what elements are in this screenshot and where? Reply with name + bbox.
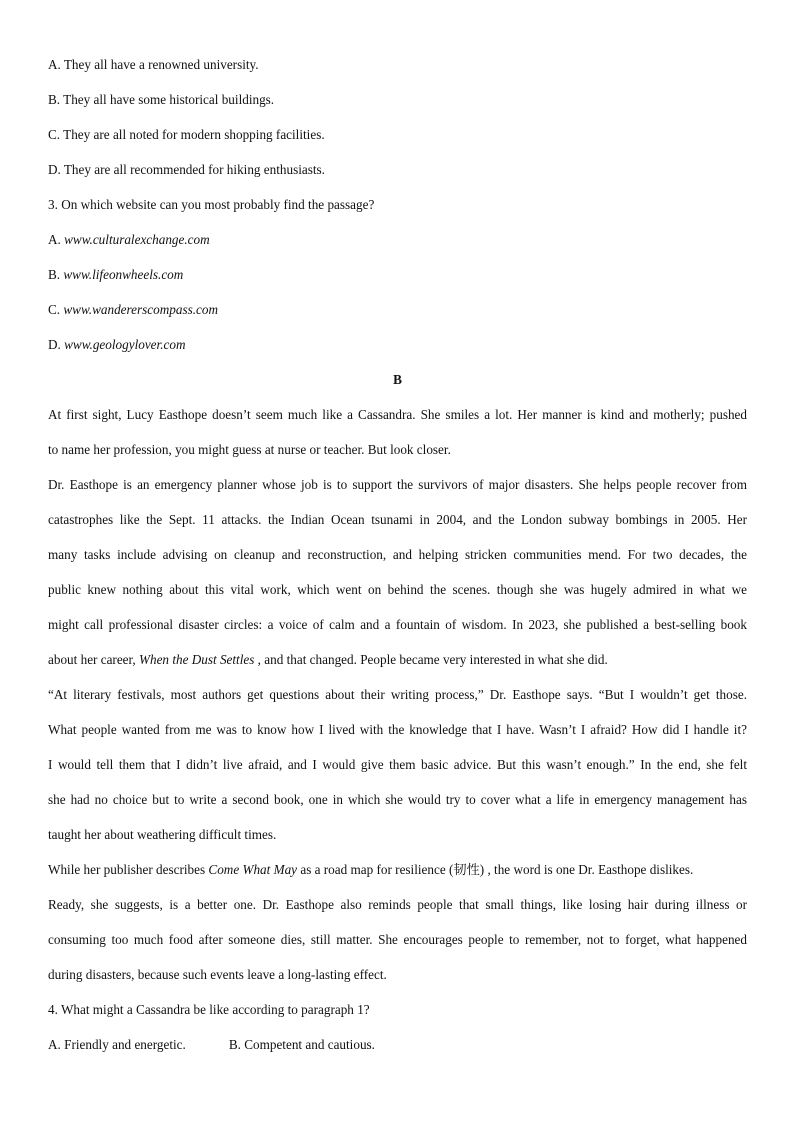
- q3-option-b-url: www.lifeonwheels.com: [63, 267, 184, 282]
- q2-option-d: D. They are all recommended for hiking enthusiasts.: [48, 162, 325, 177]
- passage-line: What people wanted from me was to know how I lived with the knowledge that I have. Wasn’t I afraid? How did I handle it?: [48, 722, 747, 737]
- q3-option-d-url: www.geologylover.com: [64, 337, 186, 352]
- q3-option-a-letter: A.: [48, 232, 65, 247]
- q4-option-a: A. Friendly and energetic.: [48, 1037, 186, 1052]
- passage-line: taught her about weathering difficult times.: [48, 827, 277, 842]
- passage-line: she had no choice but to write a second book, one in which she would try to cover what a life in emergency management has: [48, 792, 747, 807]
- q3-option-d: [48, 327, 747, 362]
- q3-option-c-letter: C.: [48, 302, 64, 317]
- book-title: Come What May: [208, 862, 298, 877]
- q3-option-a: [48, 222, 747, 257]
- top-margin: [48, 0, 747, 47]
- passage-line: [48, 852, 747, 887]
- q3-option-b: [48, 257, 747, 292]
- q4-option-b: B. Competent and cautious.: [228, 1037, 375, 1052]
- passage-text: While her publisher describes: [48, 862, 209, 877]
- section-heading: B: [393, 372, 402, 387]
- passage-line: during disasters, because such events leave a long-lasting effect.: [48, 967, 387, 982]
- passage-line: Dr. Easthope is an emergency planner whose job is to support the survivors of major disasters. She helps people recover from: [48, 477, 747, 492]
- document-page: [48, 0, 747, 1062]
- passage-line: “At literary festivals, most authors get questions about their writing process,” Dr. Easthope says. “But I wouldn’t get those.: [48, 687, 747, 702]
- passage-text: about her career,: [48, 652, 139, 667]
- q3-option-c-url: www.wandererscompass.com: [63, 302, 218, 317]
- passage-line: to name her profession, you might guess at nurse or teacher. But look closer.: [48, 442, 451, 457]
- passage-line: At first sight, Lucy Easthope doesn’t seem much like a Cassandra. She smiles a lot. Her manner is kind and motherly; pushed: [48, 407, 747, 422]
- q3-option-c: [48, 292, 747, 327]
- passage-line: I would tell them that I didn’t live afraid, and I would give them basic advice. But this wasn’t enough.” In the end, she felt: [48, 757, 747, 772]
- passage-line: catastrophes like the Sept. 11 attacks. the Indian Ocean tsunami in 2004, and the London subway bombings in 2005. Her: [48, 512, 747, 527]
- q2-option-a: A. They all have a renowned university.: [48, 57, 259, 72]
- passage-line: public knew nothing about this vital work, which went on behind the scenes. though she was hugely admired in what we: [48, 582, 747, 597]
- passage-line: [48, 642, 747, 677]
- q3-stem: 3. On which website can you most probably find the passage?: [48, 197, 375, 212]
- q2-option-b: B. They all have some historical buildings.: [48, 92, 275, 107]
- passage-text: as a road map for resilience (韧性) , the word is one Dr. Easthope dislikes.: [297, 862, 694, 877]
- book-title: When the Dust Settles: [139, 652, 255, 667]
- passage-line: consuming too much food after someone dies, still matter. She encourages people to remember, not to forget, what happened: [48, 932, 747, 947]
- passage-line: might call professional disaster circles: a voice of calm and a fountain of wisdom. In 2023, she published a best-selling book: [48, 617, 747, 632]
- q2-option-c: C. They are all noted for modern shopping facilities.: [48, 127, 325, 142]
- q4-options-row: [48, 1027, 747, 1062]
- passage-line: many tasks include advising on cleanup and reconstruction, and helping stricken communities mend. For two decades, the: [48, 547, 747, 562]
- q3-option-d-letter: D.: [48, 337, 65, 352]
- passage-line: Ready, she suggests, is a better one. Dr. Easthope also reminds people that small things, like losing hair during illness or: [48, 897, 747, 912]
- q3-option-b-letter: B.: [48, 267, 64, 282]
- q4-stem: 4. What might a Cassandra be like according to paragraph 1?: [48, 1002, 370, 1017]
- passage-text: , and that changed. People became very interested in what she did.: [254, 652, 608, 667]
- q3-option-a-url: www.culturalexchange.com: [64, 232, 210, 247]
